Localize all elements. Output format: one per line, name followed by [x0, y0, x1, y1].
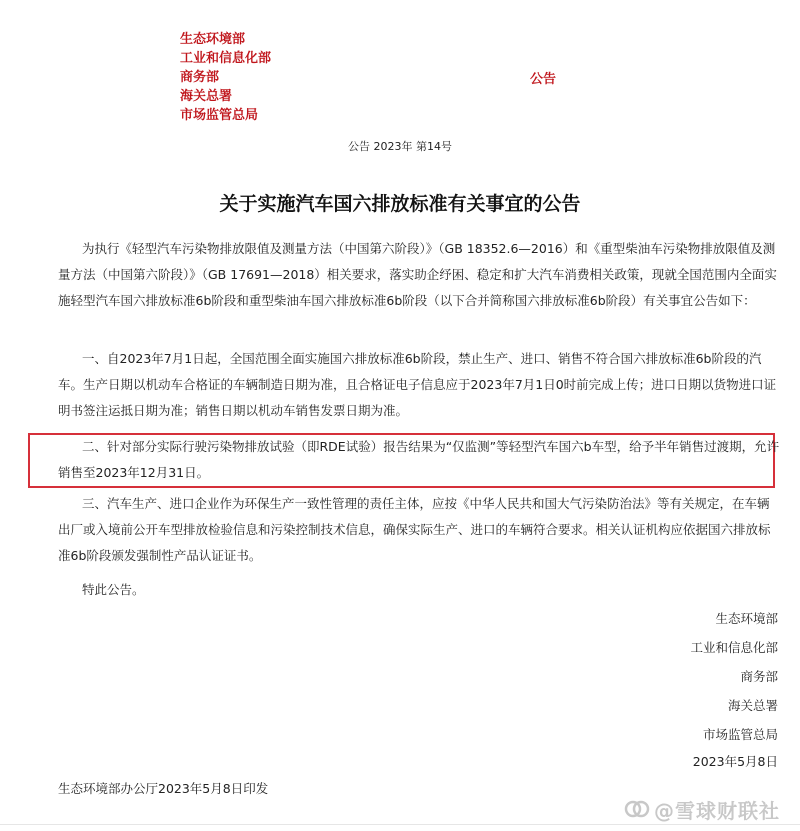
- document-type-label: 公告: [530, 72, 557, 87]
- page-title: 关于实施汽车国六排放标准有关事宜的公告: [219, 193, 581, 215]
- paragraph-item-2: [58, 434, 780, 486]
- paragraph-closing: [58, 577, 780, 603]
- issuer-name: 海关总署: [180, 89, 233, 104]
- paragraph-item-3: [58, 491, 780, 569]
- snowball-logo-icon: [624, 798, 650, 820]
- issuer-name: 市场监管总局: [180, 108, 259, 123]
- paragraph-intro: [58, 236, 780, 314]
- issuer-name: 工业和信息化部: [180, 51, 272, 66]
- bottom-divider: [0, 824, 800, 825]
- signature-issuer: 生态环境部: [715, 611, 778, 626]
- signature-issuer: 海关总署: [727, 698, 778, 713]
- signature-date: 2023年5月8日: [692, 754, 778, 769]
- paragraph-item-1: [58, 346, 780, 424]
- issuer-name: 商务部: [180, 70, 220, 85]
- print-note: 生态环境部办公厅2023年5月8日印发: [58, 781, 269, 796]
- paragraph-text: 为执行《轻型汽车污染物排放限值及测量方法（中国第六阶段）》（GB 18352.6—2016）和《重型柴油车污染物排放限值及测量方法（中国第六阶段）》（GB 17691—2018）相关要求，落实助企纾困、稳定和扩大汽车消费相关政策，现就全国范围内全面实施轻型汽车国六排放标准6b阶段和重型柴油车国六排放标准6b阶段（以下合并简称国六排放标准6b阶段）有关事宜公告如下：: [58, 241, 777, 308]
- paragraph-text: 特此公告。: [82, 582, 145, 597]
- issuer-list: [180, 30, 271, 125]
- signature-issuer: 商务部: [740, 669, 778, 684]
- watermark-text: @雪球财联社: [654, 798, 780, 823]
- paragraph-text: 三、汽车生产、进口企业作为环保生产一致性管理的责任主体，应按《中华人民共和国大气污染防治法》等有关规定，在车辆出厂或入境前公开车型排放检验信息和污染控制技术信息，确保实际生产、进口的车辆符合要求。相关认证机构应依据国六排放标准6b阶段颁发强制性产品认证证书。: [58, 496, 771, 563]
- signature-issuer: 市场监管总局: [702, 727, 778, 742]
- watermark: [624, 794, 780, 824]
- paragraph-text: 一、自2023年7月1日起，全国范围全面实施国六排放标准6b阶段，禁止生产、进口、销售不符合国六排放标准6b阶段的汽车。生产日期以机动车合格证的车辆制造日期为准，且合格证电子信息应于2023年7月1日0时前完成上传；进口日期以货物进口证明书签注运抵日期为准；销售日期以机动车销售发票日期为准。: [58, 351, 777, 418]
- issuer-name: 生态环境部: [180, 32, 246, 47]
- document-number: 公告 2023年 第14号: [348, 140, 452, 153]
- signature-issuer: 工业和信息化部: [690, 640, 778, 655]
- paragraph-text: 二、针对部分实际行驶污染物排放试验（即RDE试验）报告结果为“仅监测”等轻型汽车国六b车型，给予半年销售过渡期，允许销售至2023年12月31日。: [58, 439, 780, 480]
